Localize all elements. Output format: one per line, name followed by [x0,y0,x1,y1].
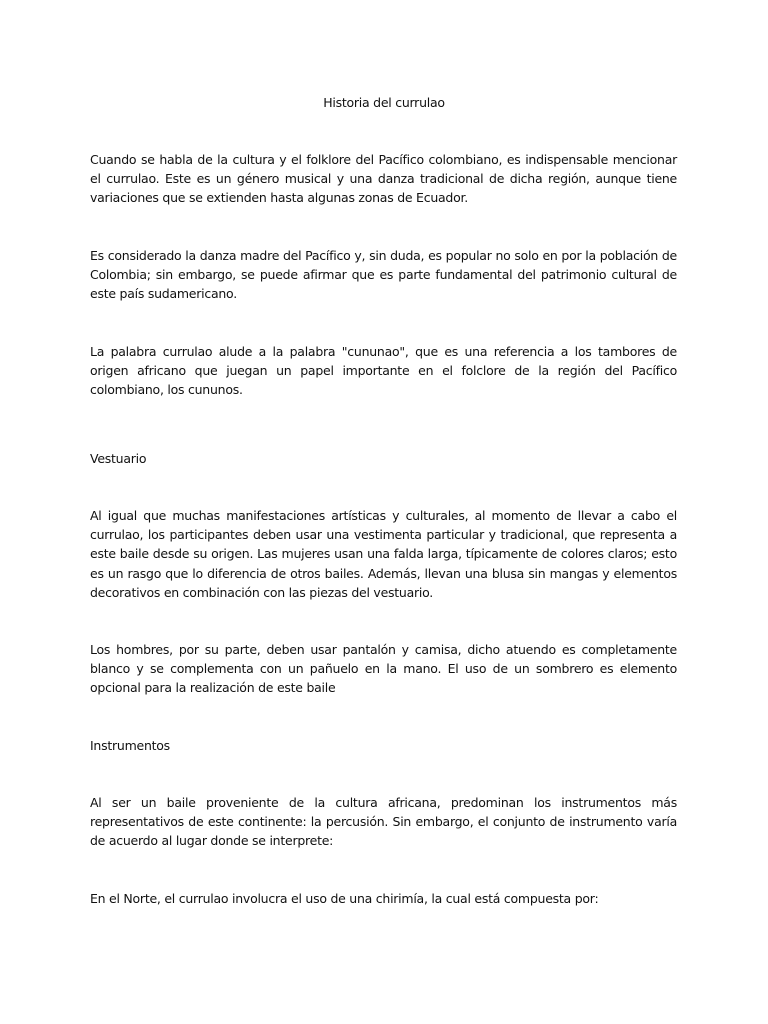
intro-paragraph-2: Es considerado la danza madre del Pacífico y, sin duda, es popular no solo en por la población de Colombia; sin embargo, se puede afirmar que es parte fundamental del patrimonio cultural de este país sudamericano. [90,248,677,302]
section-heading-instrumentos: Instrumentos [90,738,170,753]
instrumentos-paragraph-2: En el Norte, el currulao involucra el uso de una chirimía, la cual está compuesta por: [90,891,599,906]
intro-paragraph-1: Cuando se habla de la cultura y el folklore del Pacífico colombiano, es indispensable mencionar el currulao. Este es un género musical y una danza tradicional de dicha región, aunque tiene variaciones que se extienden hasta algunas zonas de Ecuador. [90,152,677,206]
instrumentos-paragraph-1: Al ser un baile proveniente de la cultura africana, predominan los instrumentos más representativos de este continente: la percusión. Sin embargo, el conjunto de instrumento varía de acuerdo al lugar donde se interprete: [90,795,677,849]
document-title: Historia del currulao [323,95,445,110]
vestuario-paragraph-1: Al igual que muchas manifestaciones artísticas y culturales, al momento de llevar a cabo el currulao, los participantes deben usar una vestimenta particular y tradicional, que representa a este baile desde su origen. Las mujeres usan una falda larga, típicamente de colores claros; esto es un rasgo que lo diferencia de otros bailes. Además, llevan una blusa sin mangas y elementos decorativos en combinación con las piezas del vestuario. [90,508,677,600]
vestuario-paragraph-2: Los hombres, por su parte, deben usar pantalón y camisa, dicho atuendo es completamente blanco y se complementa con un pañuelo en la mano. El uso de un sombrero es elemento opcional para la realización de este baile [90,642,677,696]
intro-paragraph-3: La palabra currulao alude a la palabra "cununao", que es una referencia a los tambores de origen africano que juegan un papel importante en el folclore de la región del Pacífico colombiano, los cununos. [90,344,677,398]
section-heading-vestuario: Vestuario [90,451,147,466]
